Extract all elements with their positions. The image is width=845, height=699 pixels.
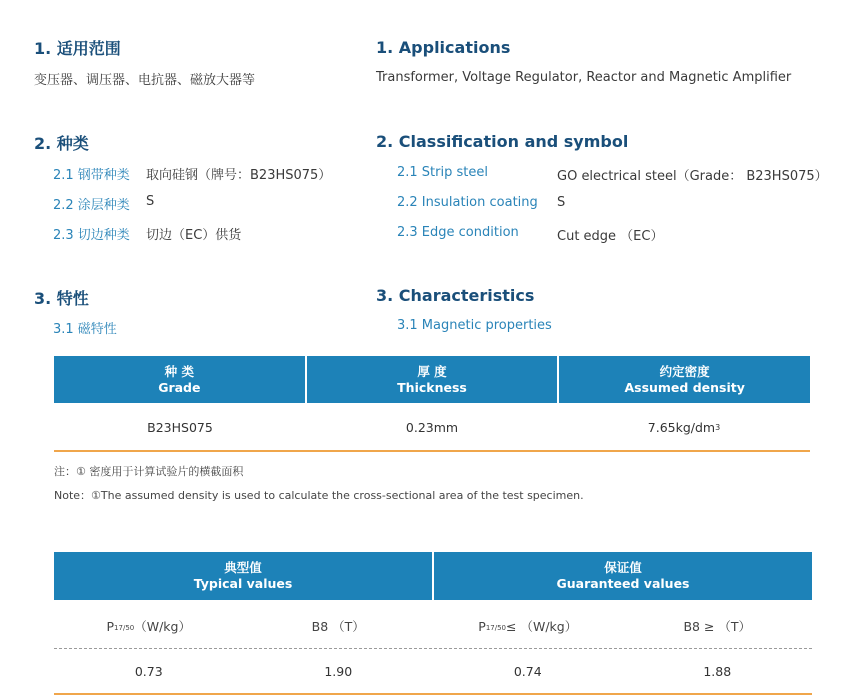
header-typical <box>54 552 432 600</box>
coating-label-en: 2.2 Insulation coating <box>397 195 538 210</box>
header-typical-cn: 典型值 <box>224 560 262 575</box>
coating-label-cn: 2.2 涂层种类 <box>53 198 130 213</box>
header-guaranteed <box>432 552 812 600</box>
header-guaranteed-cn: 保证值 <box>604 560 642 575</box>
edge-label-cn: 2.3 切边种类 <box>53 228 130 243</box>
applications-text-cn: 变压器、调压器、电抗器、磁放大器等 <box>34 73 256 88</box>
header-thickness-cn: 厚 度 <box>417 363 447 379</box>
p-subscript: 17/50 <box>114 624 135 632</box>
density-value: 7.65kg/dm <box>647 419 716 435</box>
typical-b8-value: 1.90 <box>324 663 353 679</box>
header-density-cn: 约定密度 <box>659 363 710 379</box>
p-subscript: 17/50 <box>485 624 507 632</box>
header-typical-en: Typical values <box>193 576 293 591</box>
table-row <box>54 649 812 695</box>
grade-value: B23HS075 <box>147 419 213 435</box>
subheader-typical-loss <box>54 604 244 648</box>
strip-steel-value-en: GO electrical steel（Grade： B23HS075） <box>557 169 828 184</box>
header-thickness <box>305 356 558 403</box>
subheader-typical-b8: B8 （T） <box>311 619 365 634</box>
section-1-title-cn: 1. 适用范围 <box>34 39 121 58</box>
coating-value-en: S <box>557 195 566 210</box>
magnetic-properties-cn: 3.1 磁特性 <box>53 322 117 337</box>
header-density-en: Assumed density <box>624 379 745 395</box>
p-unit: （W/kg） <box>134 619 191 634</box>
density-superscript: 3 <box>715 422 721 432</box>
guaranteed-b8-value: 1.88 <box>703 663 732 679</box>
p-symbol: P <box>106 618 115 634</box>
header-grade <box>54 356 305 403</box>
header-density <box>557 356 810 403</box>
p-symbol: P <box>478 618 486 634</box>
magnetic-properties-en: 3.1 Magnetic properties <box>397 318 552 333</box>
grade-table-header <box>54 356 810 403</box>
header-guaranteed-en: Guaranteed values <box>556 576 690 591</box>
section-3-title-en: 3. Characteristics <box>376 286 535 305</box>
strip-steel-label-en: 2.1 Strip steel <box>397 165 488 180</box>
header-thickness-en: Thickness <box>397 379 467 395</box>
strip-steel-value-cn: 取向硅钢（牌号：B23HS075） <box>146 168 332 183</box>
subheader-guaranteed-b8: B8 ≥ （T） <box>683 619 752 634</box>
guaranteed-loss-value: 0.74 <box>513 663 542 679</box>
edge-value-en: Cut edge （EC） <box>557 229 664 244</box>
table-row <box>54 404 810 452</box>
density-cell <box>558 404 810 450</box>
typical-loss-value: 0.73 <box>134 663 163 679</box>
thickness-value: 0.23mm <box>405 419 459 435</box>
applications-text-en: Transformer, Voltage Regulator, Reactor and Magnetic Amplifier <box>376 70 792 85</box>
edge-label-en: 2.3 Edge condition <box>397 225 519 240</box>
values-subheader-row <box>54 604 812 649</box>
strip-steel-label-cn: 2.1 钢带种类 <box>53 168 130 183</box>
edge-value-cn: 切边（EC）供货 <box>146 228 242 243</box>
values-table-header <box>54 552 812 600</box>
p-unit: ≤ （W/kg） <box>506 619 578 634</box>
note-en: Note：①The assumed density is used to calculate the cross-sectional area of the test specimen. <box>54 489 584 502</box>
coating-value-cn: S <box>146 194 155 209</box>
header-grade-en: Grade <box>158 379 201 395</box>
header-grade-cn: 种 类 <box>164 363 195 379</box>
note-cn: 注：① 密度用于计算试验片的横截面积 <box>54 465 244 478</box>
section-1-title-en: 1. Applications <box>376 38 511 57</box>
section-2-title-cn: 2. 种类 <box>34 134 89 153</box>
section-3-title-cn: 3. 特性 <box>34 289 89 308</box>
section-2-title-en: 2. Classification and symbol <box>376 132 629 151</box>
subheader-guaranteed-loss <box>433 604 623 648</box>
